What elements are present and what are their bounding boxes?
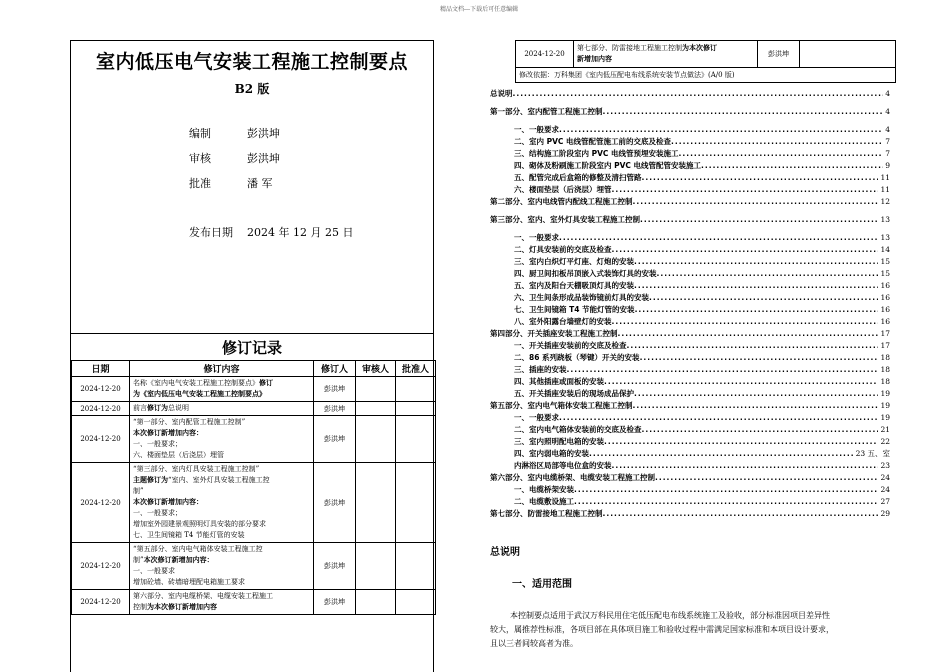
toc-page-number: 11 bbox=[880, 185, 890, 194]
toc-entry-title: 六、楼面垫层（后浇层）埋管 bbox=[514, 185, 612, 194]
release-date-value: 2024 年 12 月 25 日 bbox=[247, 226, 354, 239]
revision-line bbox=[133, 417, 310, 428]
toc-page-number: 16 bbox=[880, 293, 890, 302]
toc-leader bbox=[612, 244, 879, 256]
empty-cell bbox=[396, 543, 436, 590]
revision-line bbox=[133, 450, 310, 461]
editor-row bbox=[189, 125, 280, 141]
toc-entry[interactable] bbox=[490, 316, 890, 328]
revision-person: 彭洪坤 bbox=[758, 41, 800, 68]
toc-entry[interactable] bbox=[490, 244, 890, 256]
table-row bbox=[72, 377, 436, 402]
empty-cell bbox=[356, 402, 396, 416]
table-row bbox=[72, 463, 436, 543]
toc-page-number: 18 bbox=[880, 377, 890, 386]
revision-content bbox=[130, 402, 314, 416]
toc-leader bbox=[649, 292, 878, 304]
toc-leader bbox=[634, 256, 878, 268]
toc-entry-title: 五、开关插座安装后的现场成品保护 bbox=[514, 389, 634, 398]
toc-leader bbox=[679, 148, 884, 160]
revision-text: 控制 bbox=[133, 603, 147, 611]
toc-entry-title: 三、插座的安装 bbox=[514, 365, 567, 374]
toc-page-number: 9 bbox=[885, 161, 890, 170]
revision-date: 2024-12-20 bbox=[72, 590, 130, 615]
toc-entry-title: 二、室内电气箱体安装前的交底及检查 bbox=[514, 425, 642, 434]
toc-entry-title: 三、室内照明配电箱的安装 bbox=[514, 437, 604, 446]
toc-entry-title: 第六部分、室内电缆桥架、电缆安装工程施工控制 bbox=[490, 473, 655, 482]
toc-entry[interactable] bbox=[490, 160, 890, 172]
release-date-label: 发布日期 bbox=[189, 226, 233, 239]
revision-text: 增加室外园建景观照明灯具安装的部分要求 bbox=[133, 520, 266, 528]
toc-entry[interactable] bbox=[490, 484, 890, 496]
toc-page-number: 19 bbox=[880, 401, 890, 410]
toc-leader bbox=[559, 124, 883, 136]
toc-entry-title: 一、电缆桥架安装 bbox=[514, 485, 574, 494]
toc-entry[interactable] bbox=[490, 268, 890, 280]
toc-leader bbox=[574, 496, 878, 508]
col-approver: 批准人 bbox=[396, 361, 436, 377]
toc-page-number: 24 bbox=[880, 473, 890, 482]
table-row bbox=[72, 590, 436, 615]
toc-leader bbox=[635, 304, 879, 316]
toc-page-number: 19 bbox=[880, 413, 890, 422]
toc-leader bbox=[634, 280, 878, 292]
toc-page-number: 22 bbox=[880, 437, 890, 446]
revision-person: 彭洪坤 bbox=[314, 377, 356, 402]
toc-entry-title: 四、厨卫间扣板吊顶嵌入式装饰灯具的安装 bbox=[514, 269, 657, 278]
toc-entry-title: 四、室内弱电箱的安装 bbox=[514, 449, 589, 458]
revision-content-text: 第七部分、防雷接地工程施工控制 bbox=[577, 44, 682, 52]
toc-entry[interactable] bbox=[490, 106, 890, 118]
toc-entry[interactable] bbox=[490, 214, 890, 226]
toc-entry[interactable] bbox=[490, 184, 890, 196]
toc-entry[interactable] bbox=[490, 328, 890, 340]
toc-leader bbox=[633, 196, 879, 208]
toc-entry[interactable] bbox=[490, 256, 890, 268]
toc-page-number: 4 bbox=[885, 89, 890, 98]
revision-empty bbox=[800, 41, 896, 68]
revision-text: 制” bbox=[133, 556, 144, 564]
toc-entry-title: 二、室内 PVC 电线管配管施工前的交底及检查 bbox=[514, 137, 672, 146]
table-row bbox=[72, 543, 436, 590]
toc-entry-title: 五、室内及阳台天棚吸顶灯具的安装 bbox=[514, 281, 634, 290]
toc-entry[interactable] bbox=[490, 472, 890, 484]
toc-page-number: 21 bbox=[880, 425, 890, 434]
toc-entry[interactable] bbox=[490, 340, 890, 352]
revision-line bbox=[133, 428, 310, 439]
col-reviser: 修订人 bbox=[314, 361, 356, 377]
toc-leader bbox=[603, 106, 884, 118]
toc-leader bbox=[627, 340, 879, 352]
revision-content bbox=[130, 543, 314, 590]
toc-leader bbox=[559, 412, 878, 424]
revision-content-bold: 为本次修订 bbox=[682, 44, 717, 52]
toc-entry[interactable] bbox=[490, 304, 890, 316]
toc-entry-title: 二、灯具安装前的交底及检查 bbox=[514, 245, 612, 254]
revision-date: 2024-12-20 bbox=[72, 416, 130, 463]
toc-leader bbox=[612, 316, 879, 328]
empty-cell bbox=[356, 416, 396, 463]
revision-bold-text: 为本次修订新增加内容 bbox=[147, 603, 217, 611]
revision-text: 六、楼面垫层（后浇层）埋管 bbox=[133, 451, 224, 459]
toc-leader bbox=[612, 460, 879, 472]
revision-table-continued bbox=[515, 40, 896, 83]
revision-content bbox=[130, 416, 314, 463]
toc-entry-title: 第三部分、室内、室外灯具安装工程施工控制 bbox=[490, 215, 640, 224]
revision-content bbox=[574, 41, 758, 68]
body-line: 较大，属推荐性标准，各项目部在具体项目施工和验收过程中需满足国家标准和本项目设计要求， bbox=[490, 625, 834, 634]
revision-line bbox=[133, 497, 310, 508]
revision-date: 2024-12-20 bbox=[72, 377, 130, 402]
toc-entry[interactable] bbox=[490, 400, 890, 412]
toc-page-number: 24 bbox=[880, 485, 890, 494]
revision-text: 增加砼墙、砖墙暗埋配电箱施工要求 bbox=[133, 578, 245, 586]
revision-line bbox=[133, 566, 310, 577]
toc-leader bbox=[633, 400, 879, 412]
toc-page-number: 7 bbox=[885, 137, 890, 146]
col-checker: 审核人 bbox=[356, 361, 396, 377]
toc-page-number: 7 bbox=[885, 149, 890, 158]
revision-person: 彭洪坤 bbox=[314, 416, 356, 463]
revision-basis: 修改依据：万科集团《室内低压配电布线系统安装节点做法》(A/0 版) bbox=[516, 68, 896, 83]
toc-entry-title: 五、配管完成后盒箱的修整及清扫管路 bbox=[514, 173, 642, 182]
revision-line bbox=[133, 464, 310, 475]
section-heading: 总说明 bbox=[490, 547, 520, 558]
revision-person: 彭洪坤 bbox=[314, 463, 356, 543]
revision-line bbox=[133, 378, 310, 389]
empty-cell bbox=[396, 590, 436, 615]
reviewer-value: 彭洪坤 bbox=[247, 152, 280, 165]
toc-page-number: 16 bbox=[880, 305, 890, 314]
toc-entry-title: 八、室外阳露台墙壁灯的安装 bbox=[514, 317, 612, 326]
revision-bold-text: 修订 bbox=[259, 379, 273, 387]
reviewer-row bbox=[189, 150, 280, 166]
toc-page-number: 11 bbox=[880, 173, 890, 182]
revision-text: 制” bbox=[133, 487, 144, 495]
reviewer-label: 审核 bbox=[189, 152, 211, 165]
empty-cell bbox=[356, 463, 396, 543]
toc-entry[interactable] bbox=[490, 88, 890, 100]
toc-leader bbox=[671, 136, 883, 148]
toc-entry-title: 三、结构施工阶段室内 PVC 电线管预埋安装施工 bbox=[514, 149, 679, 158]
revision-text: “第三部分、室内灯具安装工程施工控制” bbox=[133, 465, 260, 473]
divider bbox=[71, 333, 433, 334]
toc-entry-title: 二、电缆敷设施工 bbox=[514, 497, 574, 506]
revision-person: 彭洪坤 bbox=[314, 590, 356, 615]
revision-text: “室内、室外灯具安装工程施工控 bbox=[168, 476, 270, 484]
toc-leader bbox=[612, 184, 879, 196]
toc-entry-title: 第四部分、开关插座安装工程施工控制 bbox=[490, 329, 618, 338]
body-text bbox=[490, 609, 900, 651]
revision-person: 彭洪坤 bbox=[314, 402, 356, 416]
revision-text: 第六部分、室内电缆桥架、电缆安装工程施工 bbox=[133, 592, 273, 600]
toc-entry[interactable] bbox=[490, 424, 890, 436]
revision-line bbox=[133, 602, 310, 613]
toc-leader bbox=[567, 364, 879, 376]
toc-page-number: 18 bbox=[880, 365, 890, 374]
toc-entry-title: 四、砌体及粉刷施工阶段室内 PVC 电线管配管安装施工 bbox=[514, 161, 702, 170]
toc-page-number: 14 bbox=[880, 245, 890, 254]
toc-leader bbox=[559, 232, 878, 244]
toc-entry-title: 第七部分、防雷接地工程施工控制 bbox=[490, 509, 603, 518]
toc-entry-title: 第五部分、室内电气箱体安装工程施工控制 bbox=[490, 401, 633, 410]
revision-line bbox=[133, 389, 310, 400]
revision-date: 2024-12-20 bbox=[516, 41, 574, 68]
toc-page-number: 23 bbox=[880, 461, 890, 470]
approver-row bbox=[189, 175, 273, 191]
toc-leader bbox=[642, 172, 879, 184]
toc-leader bbox=[604, 376, 878, 388]
revision-line bbox=[133, 544, 310, 555]
revision-text: “第一部分、室内配管工程施工控制” bbox=[133, 418, 246, 426]
toc-entry-title: 六、卫生间条形成品装饰镜前灯具的安装 bbox=[514, 293, 649, 302]
revision-line bbox=[133, 508, 310, 519]
top-note: 精品文档---下载后可任意编辑 bbox=[440, 6, 519, 13]
toc-entry-title: 四、其他插座或面板的安装 bbox=[514, 377, 604, 386]
toc-leader bbox=[701, 160, 883, 172]
toc-leader bbox=[642, 424, 879, 436]
empty-cell bbox=[396, 377, 436, 402]
toc-page-number: 15 bbox=[880, 269, 890, 278]
toc-entry-title: 一、一般要求 bbox=[514, 413, 559, 422]
toc-entry-title: 内淋浴区局部等电位盒的安装 bbox=[514, 461, 612, 470]
toc-entry[interactable] bbox=[490, 172, 890, 184]
toc-entry-title: 一、一般要求 bbox=[514, 125, 559, 134]
toc-entry[interactable] bbox=[490, 388, 890, 400]
revision-content bbox=[130, 377, 314, 402]
col-content: 修订内容 bbox=[130, 361, 314, 377]
revision-bold-text: 本次修订新增加内容： bbox=[133, 429, 203, 437]
toc-leader bbox=[640, 352, 879, 364]
toc-entry[interactable] bbox=[490, 196, 890, 208]
approver-label: 批准 bbox=[189, 177, 211, 190]
revision-text: 名称《室内电气安装工程施工控制要点》 bbox=[133, 379, 259, 387]
toc-entry[interactable] bbox=[490, 124, 890, 136]
toc-leader bbox=[574, 484, 878, 496]
toc-entry[interactable] bbox=[490, 352, 890, 364]
revision-bold-text: 本次修订新增加内容： bbox=[133, 498, 203, 506]
toc-entry[interactable] bbox=[490, 364, 890, 376]
toc-entry-title: 一、一般要求 bbox=[514, 233, 559, 242]
empty-cell bbox=[356, 590, 396, 615]
revision-content bbox=[130, 463, 314, 543]
body-line: 且以三者间较高者为准。 bbox=[490, 639, 578, 648]
revision-text: 七、卫生间镜箱 T4 节能灯管的安装 bbox=[133, 531, 245, 539]
revision-bold-text: 主题修订为 bbox=[133, 476, 168, 484]
revision-line bbox=[133, 519, 310, 530]
toc-page-number: 4 bbox=[885, 125, 890, 134]
revision-line bbox=[133, 577, 310, 588]
toc-entry[interactable] bbox=[490, 280, 890, 292]
revision-content bbox=[130, 590, 314, 615]
revision-line bbox=[133, 591, 310, 602]
cover-version: B2 版 bbox=[234, 82, 270, 96]
revision-content-bold2: 新增加内容 bbox=[577, 55, 612, 63]
col-date: 日期 bbox=[72, 361, 130, 377]
revision-date: 2024-12-20 bbox=[72, 543, 130, 590]
toc-leader bbox=[603, 508, 879, 520]
revision-text: 一、一般要求； bbox=[133, 509, 182, 517]
editor-value: 彭洪坤 bbox=[247, 127, 280, 140]
toc-page-number: 13 bbox=[880, 233, 890, 242]
table-row bbox=[72, 402, 436, 416]
toc-page-number: 16 bbox=[880, 281, 890, 290]
toc-page-number: 27 bbox=[880, 497, 890, 506]
toc-entry-title: 七、卫生间镜箱 T4 节能灯管的安装 bbox=[514, 305, 635, 314]
revision-table bbox=[71, 360, 436, 615]
toc-entry[interactable] bbox=[490, 448, 890, 460]
toc-page-number: 13 bbox=[880, 215, 890, 224]
revision-date: 2024-12-20 bbox=[72, 463, 130, 543]
toc-entry-title: 一、开关插座安装前的交底及检查 bbox=[514, 341, 627, 350]
revision-title: 修订记录 bbox=[221, 339, 282, 357]
toc-leader bbox=[513, 88, 884, 100]
toc-leader bbox=[640, 214, 878, 226]
revision-bold-text: 为《室内低压电气安装工程施工控制要点》 bbox=[133, 390, 266, 398]
toc-page-number: 15 bbox=[880, 257, 890, 266]
toc-page-number: 29 bbox=[880, 509, 890, 518]
empty-cell bbox=[356, 377, 396, 402]
revision-line bbox=[133, 530, 310, 541]
toc-entry[interactable] bbox=[490, 436, 890, 448]
toc-leader bbox=[604, 436, 878, 448]
toc-entry-title: 二、86 系列跷板（琴键）开关的安装 bbox=[514, 353, 640, 362]
toc-leader bbox=[655, 472, 878, 484]
toc-entry-title: 第一部分、室内配管工程施工控制 bbox=[490, 107, 603, 116]
body-line: 本控制要点适用于武汉万科民用住宅低压配电布线系统施工及验收，部分标准因项目差异性 bbox=[510, 611, 830, 620]
toc-page-number: 17 bbox=[880, 341, 890, 350]
toc-page-number: 4 bbox=[885, 107, 890, 116]
empty-cell bbox=[396, 416, 436, 463]
editor-label: 编制 bbox=[189, 127, 211, 140]
revision-bold-text: 修订为 bbox=[147, 404, 168, 412]
empty-cell bbox=[396, 463, 436, 543]
revision-date: 2024-12-20 bbox=[72, 402, 130, 416]
revision-bold-text: 本次修订新增加内容： bbox=[143, 556, 214, 564]
release-date-row bbox=[189, 224, 353, 240]
toc-entry-title: 总说明 bbox=[490, 89, 513, 98]
toc-entry[interactable] bbox=[490, 232, 890, 244]
subsection-heading: 一、适用范围 bbox=[512, 579, 572, 590]
toc-leader bbox=[657, 268, 879, 280]
toc-page-number: 17 bbox=[880, 329, 890, 338]
toc-entry[interactable] bbox=[490, 508, 890, 520]
toc-leader bbox=[618, 328, 879, 340]
toc-entry[interactable] bbox=[490, 136, 890, 148]
revision-text: 一、一般要求； bbox=[133, 440, 182, 448]
revision-text: 前言 bbox=[133, 404, 147, 412]
empty-cell bbox=[396, 402, 436, 416]
toc-page-number: 23 五、室 bbox=[855, 449, 890, 458]
toc-page-number: 16 bbox=[880, 317, 890, 326]
revision-text: 总说明 bbox=[168, 404, 189, 412]
cover-title: 室内低压电气安装工程施工控制要点 bbox=[95, 51, 408, 73]
cover-page bbox=[70, 40, 434, 672]
toc-entry[interactable] bbox=[490, 496, 890, 508]
toc-entry[interactable] bbox=[490, 148, 890, 160]
toc-entry-title: 第二部分、室内电线管内配线工程施工控制 bbox=[490, 197, 633, 206]
revision-line bbox=[133, 486, 310, 497]
toc-entry[interactable] bbox=[490, 376, 890, 388]
approver-value: 潘 军 bbox=[247, 177, 273, 190]
toc-entry[interactable] bbox=[490, 412, 890, 424]
toc-page-number: 12 bbox=[880, 197, 890, 206]
table-of-contents bbox=[490, 88, 890, 520]
toc-leader bbox=[634, 388, 878, 400]
revision-line bbox=[133, 439, 310, 450]
toc-entry[interactable] bbox=[490, 460, 890, 472]
toc-page-number: 18 bbox=[880, 353, 890, 362]
toc-entry[interactable] bbox=[490, 292, 890, 304]
revision-line bbox=[133, 403, 310, 414]
toc-entry-title: 三、室内白炽灯平灯座、灯炮的安装 bbox=[514, 257, 634, 266]
revision-text: 一、一般要求 bbox=[133, 567, 175, 575]
revision-person: 彭洪坤 bbox=[314, 543, 356, 590]
revision-line bbox=[133, 555, 310, 566]
toc-page-number: 19 bbox=[880, 389, 890, 398]
toc-leader bbox=[589, 448, 854, 460]
revision-text: “第五部分、室内电气箱体安装工程施工控 bbox=[133, 545, 263, 553]
empty-cell bbox=[356, 543, 396, 590]
revision-line bbox=[133, 475, 310, 486]
table-row bbox=[72, 416, 436, 463]
